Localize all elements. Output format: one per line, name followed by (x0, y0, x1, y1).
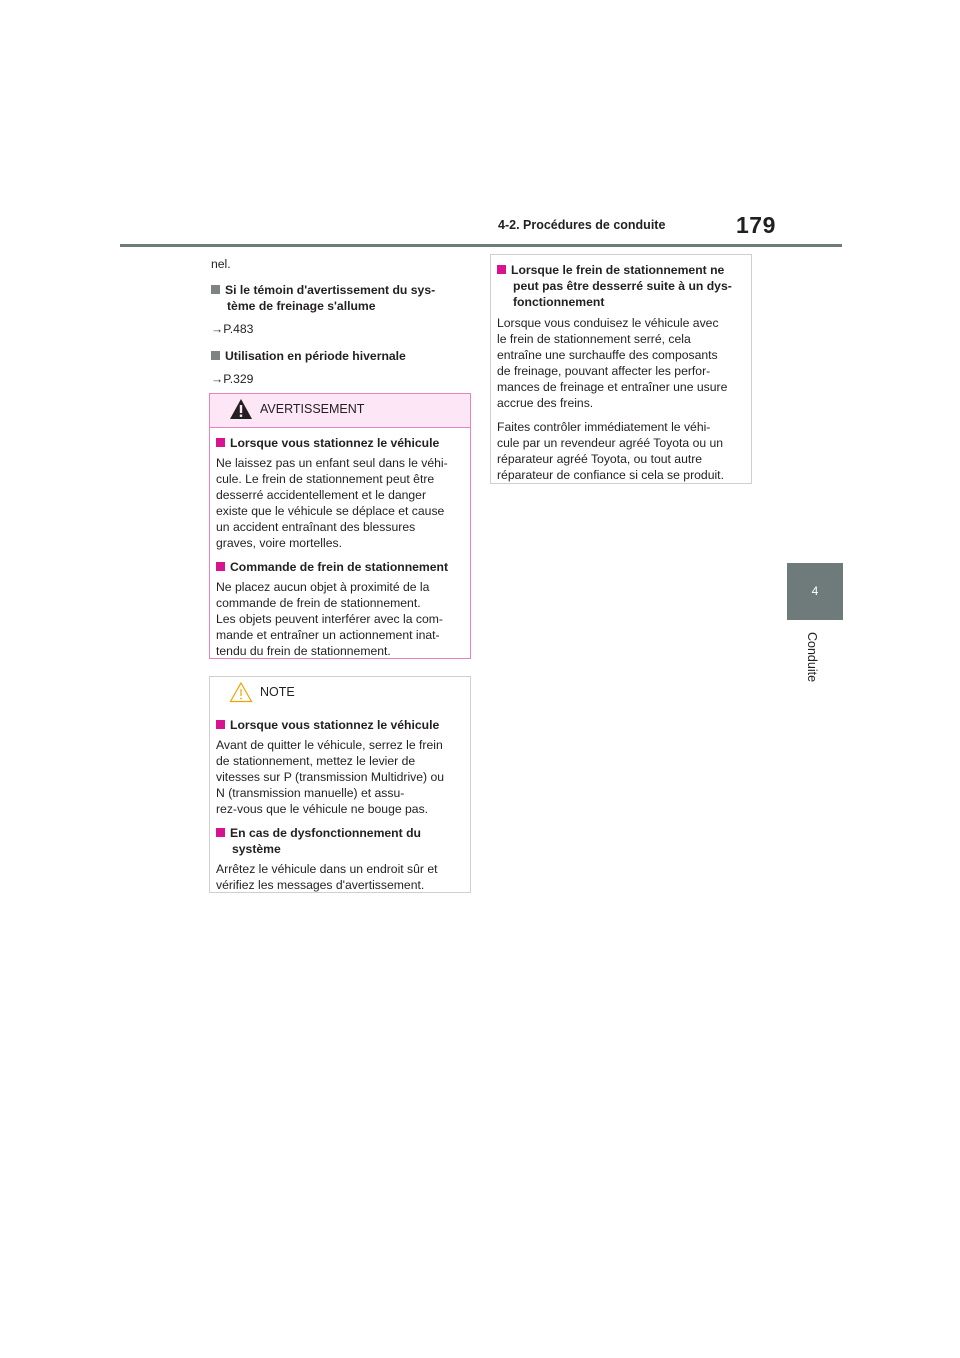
heading-text: Lorsque vous stationnez le véhicule (230, 718, 440, 732)
bullet-square-icon (216, 720, 225, 729)
text-line: Avant de quitter le véhicule, serrez le frein (216, 738, 443, 752)
left-column-text (211, 256, 467, 386)
reference-link[interactable]: P.329 (223, 372, 254, 386)
bullet-square-icon (211, 285, 220, 294)
warning-title: AVERTISSEMENT (260, 402, 365, 416)
text-line: de freinage, pouvant affecter les perfor- (497, 364, 711, 378)
item2-heading (211, 348, 467, 364)
header-divider (120, 244, 842, 247)
note-section1-heading (216, 717, 464, 733)
text-line: mande et entraîner un actionnement inat- (216, 628, 440, 642)
caution-triangle-outline-icon (229, 681, 253, 703)
text-line: entraîne une surchauffe des composants (497, 348, 718, 362)
text-line: vitesses sur P (transmission Multidrive) ou (216, 770, 445, 784)
item1-heading-line1: Si le témoin d'avertissement du sys- (225, 283, 436, 297)
text-line: Les objets peuvent interférer avec la com- (216, 612, 443, 626)
text-line: accrue des freins. (497, 396, 594, 410)
heading-text: En cas de dysfonctionnement du (230, 826, 421, 840)
intro-text: nel. (211, 257, 231, 271)
note-section1-text (216, 737, 464, 817)
warning-triangle-icon (229, 398, 253, 420)
text-line: Ne laissez pas un enfant seul dans le véhi- (216, 456, 448, 470)
heading-text: Commande de frein de stationnement (230, 560, 449, 574)
heading-text: fonctionnement (513, 295, 605, 309)
text-line: un accident entraînant des blessures (216, 520, 416, 534)
bullet-square-icon (216, 828, 225, 837)
text-line: Arrêtez le véhicule dans un endroit sûr et (216, 862, 438, 876)
reference-link[interactable]: P.483 (223, 322, 254, 336)
warning-section1-text (216, 455, 464, 551)
right-box-heading (497, 262, 745, 310)
note-section2-heading (216, 825, 464, 857)
heading-text: système (232, 842, 281, 856)
note-title-bar (210, 677, 470, 710)
text-line: rez-vous que le véhicule ne bouge pas. (216, 802, 429, 816)
text-line: vérifiez les messages d'avertissement. (216, 878, 425, 892)
warning-section2-text (216, 579, 464, 659)
text-line: cule. Le frein de stationnement peut être (216, 472, 435, 486)
text-line: desserré accidentellement et le danger (216, 488, 427, 502)
text-line: réparateur agréé Toyota, ou tout autre (497, 452, 703, 466)
bullet-square-icon (211, 351, 220, 360)
right-box-paragraph1 (497, 315, 745, 411)
note-box (209, 676, 471, 893)
section-title: 4-2. Procédures de conduite (498, 218, 666, 232)
text-line: cule par un revendeur agréé Toyota ou un (497, 436, 724, 450)
item1-heading-line2: tème de freinage s'allume (227, 299, 376, 313)
chapter-label: Conduite (805, 632, 819, 683)
heading-text: Lorsque le frein de stationnement ne (511, 263, 725, 277)
note-section2-text (216, 861, 464, 893)
text-line: commande de frein de stationnement. (216, 596, 421, 610)
heading-text: peut pas être desserré suite à un dys- (513, 279, 732, 293)
bullet-square-icon (216, 562, 225, 571)
text-line: existe que le véhicule se déplace et cause (216, 504, 445, 518)
item2-reference[interactable] (211, 372, 467, 386)
warning-section2-heading (216, 559, 464, 575)
text-line: le frein de stationnement serré, cela (497, 332, 691, 346)
text-line: tendu du frein de stationnement. (216, 644, 391, 658)
heading-text: Lorsque vous stationnez le véhicule (230, 436, 440, 450)
continued-warning-box (490, 254, 752, 484)
text-line: mances de freinage et entraîner une usure (497, 380, 728, 394)
text-line: réparateur de confiance si cela se produit. (497, 468, 724, 482)
text-line: de stationnement, mettez le levier de (216, 754, 416, 768)
text-line: Ne placez aucun objet à proximité de la (216, 580, 430, 594)
text-line: Lorsque vous conduisez le véhicule avec (497, 316, 719, 330)
item2-heading-text: Utilisation en période hivernale (225, 349, 406, 363)
warning-box (209, 393, 471, 659)
warning-section1-heading (216, 435, 464, 451)
item1-reference[interactable] (211, 322, 467, 336)
bullet-square-icon (497, 265, 506, 274)
text-line: Faites contrôler immédiatement le véhi- (497, 420, 711, 434)
note-title: NOTE (260, 685, 295, 699)
arrow-right-icon: → (211, 372, 224, 386)
text-line: N (transmission manuelle) et assu- (216, 786, 405, 800)
chapter-tab[interactable]: 4 (787, 563, 843, 620)
arrow-right-icon: → (211, 322, 224, 336)
page-number: 179 (736, 212, 776, 238)
bullet-square-icon (216, 438, 225, 447)
warning-title-bar (210, 394, 470, 428)
text-line: graves, voire mortelles. (216, 536, 342, 550)
item1-heading (211, 282, 467, 314)
right-box-paragraph2 (497, 419, 745, 483)
